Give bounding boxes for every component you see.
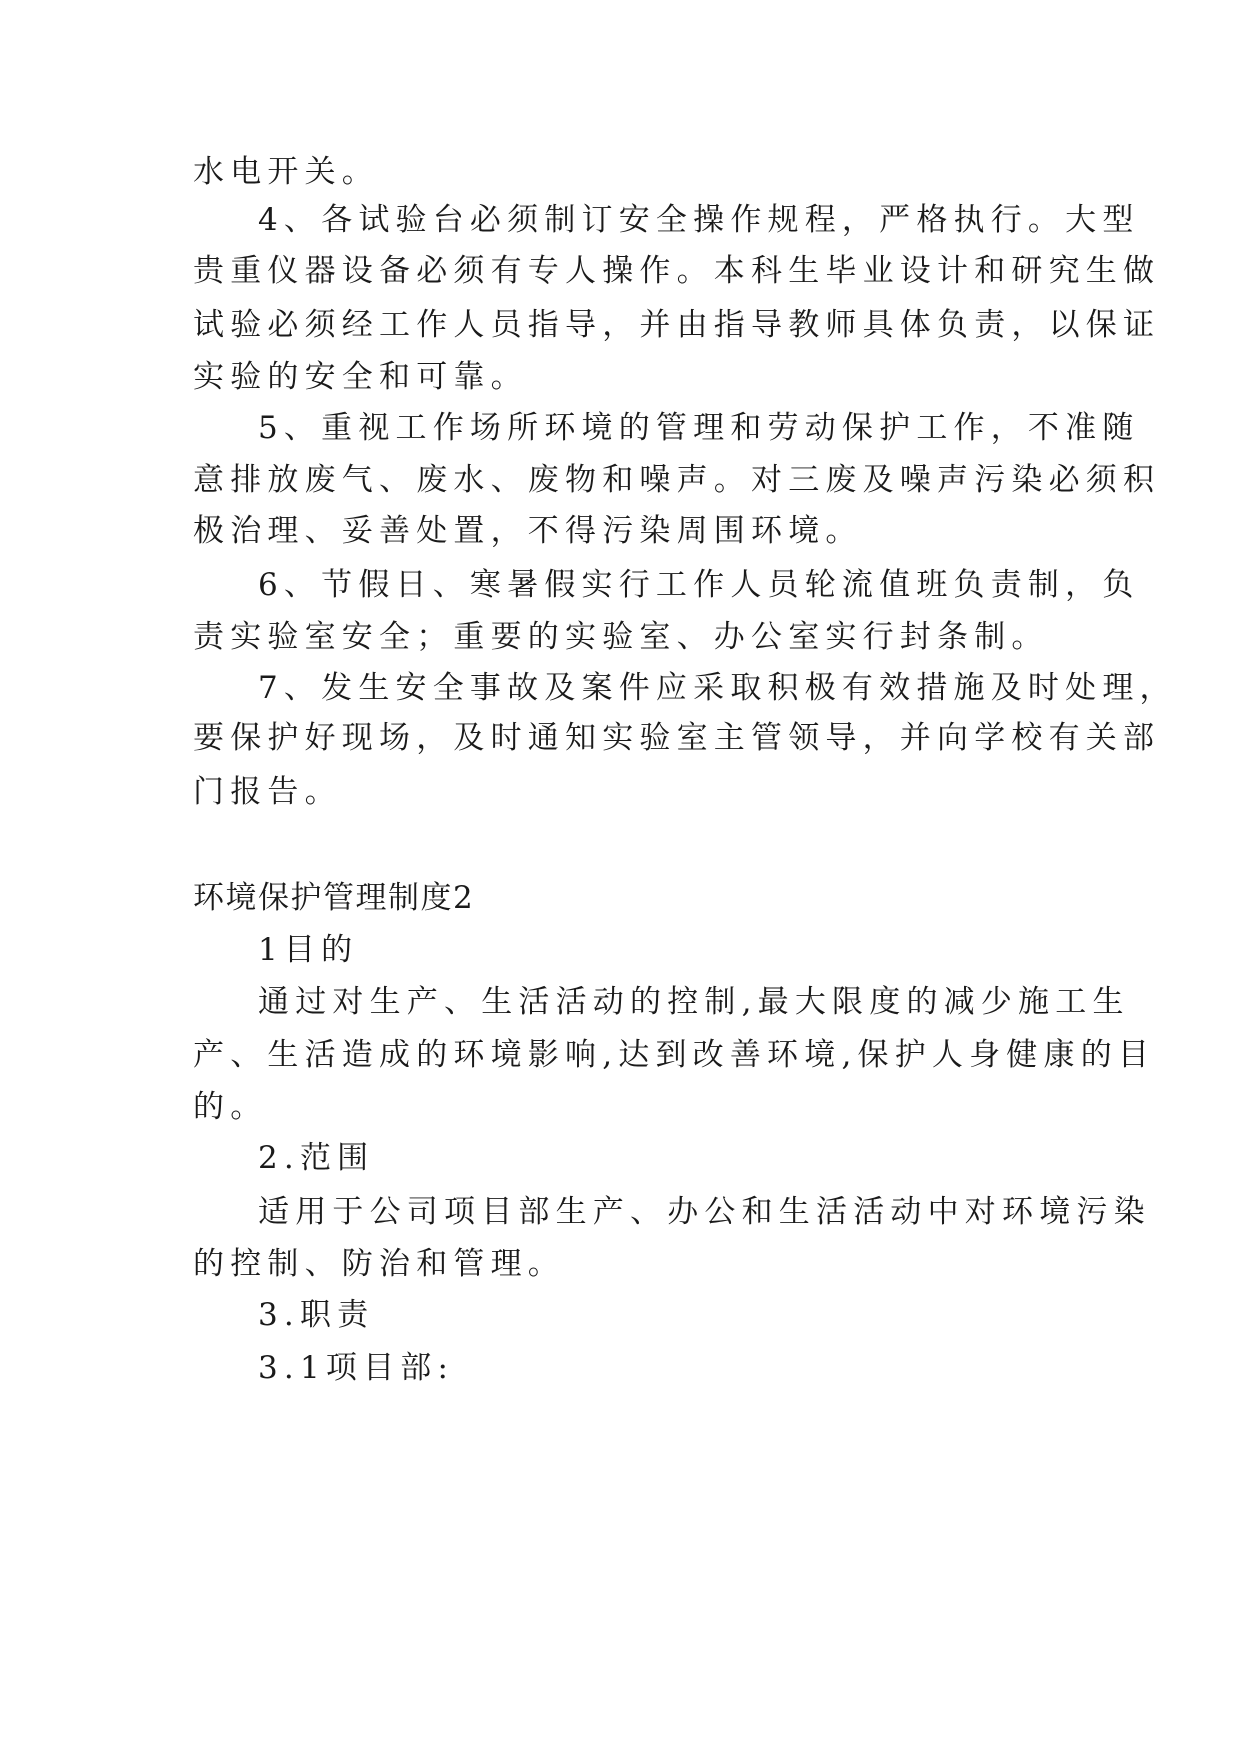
subheading: 1目的 [258, 932, 359, 968]
subheading: 3.1项目部: [258, 1350, 455, 1386]
paragraph-line: 适用于公司项目部生产、办公和生活活动中对环境污染 [258, 1194, 1151, 1230]
paragraph-line: 水电开关。 [193, 154, 379, 190]
paragraph-line: 5、重视工作场所环境的管理和劳动保护工作，不准随 [258, 410, 1140, 446]
paragraph-line: 产、生活造成的环境影响,达到改善环境,保护人身健康的目 [193, 1037, 1156, 1073]
paragraph-line: 实验的安全和可靠。 [193, 359, 528, 395]
section-title: 环境保护管理制度2 [193, 880, 475, 916]
paragraph-line: 的控制、防治和管理。 [193, 1246, 565, 1282]
subheading: 2.范围 [258, 1140, 375, 1176]
paragraph-line: 试验必须经工作人员指导，并由指导教师具体负责，以保证 [193, 307, 1161, 343]
paragraph-line: 4、各试验台必须制订安全操作规程，严格执行。大型 [258, 202, 1140, 238]
paragraph-line: 7、发生安全事故及案件应采取积极有效措施及时处理， [258, 670, 1177, 706]
paragraph-line: 6、节假日、寒暑假实行工作人员轮流值班负责制，负 [258, 567, 1140, 603]
paragraph-line: 意排放废气、废水、废物和噪声。对三废及噪声污染必须积 [193, 462, 1161, 498]
paragraph-line: 要保护好现场，及时通知实验室主管领导，并向学校有关部 [193, 720, 1161, 756]
paragraph-line: 通过对生产、生活活动的控制,最大限度的减少施工生 [258, 984, 1130, 1020]
paragraph-line: 极治理、妥善处置，不得污染周围环境。 [193, 513, 863, 549]
paragraph-line: 贵重仪器设备必须有专人操作。本科生毕业设计和研究生做 [193, 253, 1161, 289]
paragraph-line: 责实验室安全；重要的实验室、办公室实行封条制。 [193, 619, 1049, 655]
subheading: 3.职责 [258, 1297, 375, 1333]
paragraph-line: 的。 [193, 1089, 268, 1125]
paragraph-line: 门报告。 [193, 774, 342, 810]
